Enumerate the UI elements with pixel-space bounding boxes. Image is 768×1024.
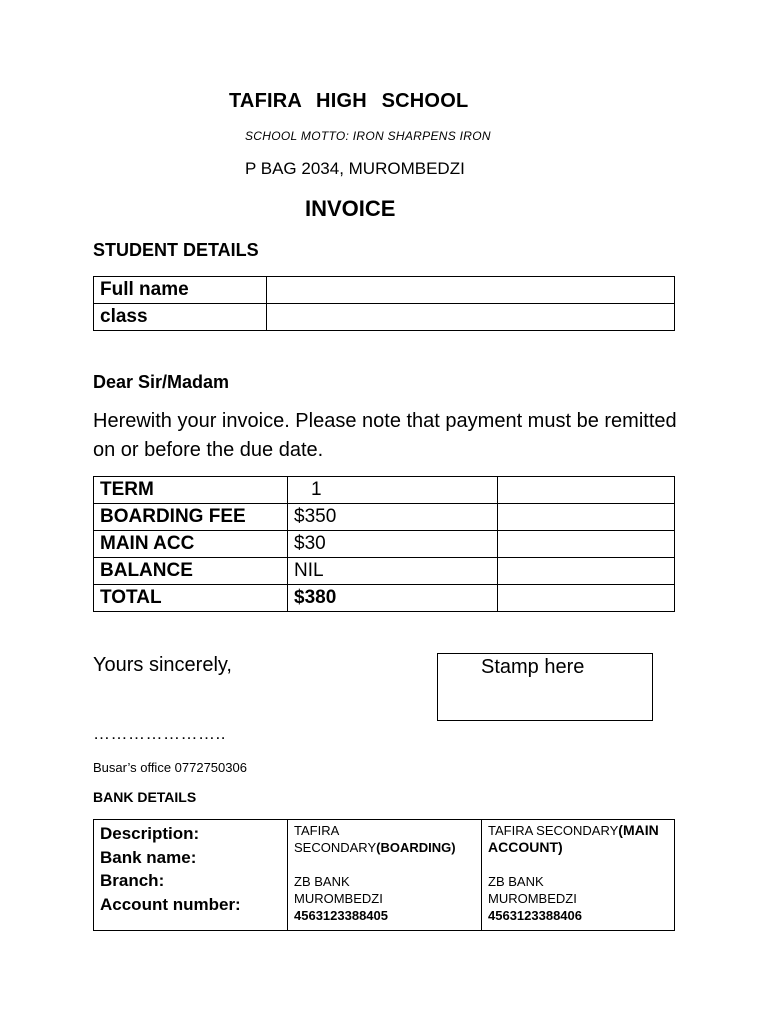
- stamp-label: Stamp here: [481, 656, 585, 678]
- fee-label: BOARDING FEE: [94, 504, 288, 531]
- table-row: [94, 304, 675, 331]
- fee-extra: [498, 558, 675, 585]
- class-label: class: [94, 304, 267, 331]
- account-description: [294, 822, 456, 856]
- table-row: [94, 820, 675, 931]
- branch-name: MUROMBEDZI: [488, 891, 577, 906]
- total-value: $380: [288, 585, 498, 612]
- account-description: [488, 822, 668, 856]
- table-row: [94, 585, 675, 612]
- class-field[interactable]: [267, 304, 675, 331]
- bank-labels-cell: [94, 820, 288, 931]
- branch-label: Branch:: [100, 871, 165, 890]
- table-row: [94, 504, 675, 531]
- description-label: Description:: [100, 824, 200, 843]
- school-motto: SCHOOL MOTTO: IRON SHARPENS IRON: [245, 129, 491, 143]
- bank-details-table: [93, 819, 675, 931]
- fee-table: [93, 476, 675, 612]
- fee-value: NIL: [288, 558, 498, 585]
- closing-text: Yours sincerely,: [93, 654, 232, 676]
- branch-name: MUROMBEDZI: [294, 891, 383, 906]
- account-number: 4563123388405: [294, 908, 388, 923]
- bank-details-heading: BANK DETAILS: [93, 789, 197, 805]
- table-row: [94, 558, 675, 585]
- bursar-contact: Busar’s office 0772750306: [93, 760, 247, 775]
- description-prefix: TAFIRA SECONDARY: [294, 823, 377, 855]
- student-details-heading: STUDENT DETAILS: [93, 240, 259, 260]
- full-name-label: Full name: [94, 277, 267, 304]
- fee-label: MAIN ACC: [94, 531, 288, 558]
- account-number: 4563123388406: [488, 908, 582, 923]
- fee-label: BALANCE: [94, 558, 288, 585]
- fee-extra: [498, 477, 675, 504]
- table-row: [94, 531, 675, 558]
- student-details-table: [93, 276, 675, 331]
- description-bold: (BOARDING): [376, 840, 456, 855]
- greeting: Dear Sir/Madam: [93, 372, 230, 392]
- invoice-title: INVOICE: [305, 196, 396, 221]
- signature-line: …………………..: [93, 724, 226, 743]
- fee-extra: [498, 504, 675, 531]
- bank-name: ZB BANK: [488, 874, 544, 889]
- total-label: TOTAL: [94, 585, 288, 612]
- account-number-label: Account number:: [100, 894, 241, 914]
- table-row: [94, 277, 675, 304]
- fee-extra: [498, 585, 675, 612]
- school-name: TAFIRA HIGH SCHOOL: [229, 90, 469, 112]
- main-account-cell: [482, 820, 675, 931]
- bank-name: ZB BANK: [294, 874, 350, 889]
- fee-extra: [498, 531, 675, 558]
- description-prefix: TAFIRA SECONDARY: [488, 823, 619, 838]
- fee-value: 1: [288, 477, 498, 504]
- intro-paragraph: Herewith your invoice. Please note that payment must be remitted on or before the due date.: [93, 410, 677, 461]
- stamp-box: [437, 653, 653, 721]
- fee-value: $30: [288, 531, 498, 558]
- fee-label: TERM: [94, 477, 288, 504]
- bank-name-label: Bank name:: [100, 847, 197, 867]
- table-row: [94, 477, 675, 504]
- school-address: P BAG 2034, MUROMBEDZI: [245, 159, 465, 178]
- description-bold: (MAIN ACCOUNT): [488, 822, 659, 855]
- boarding-account-cell: [288, 820, 482, 931]
- fee-value: $350: [288, 504, 498, 531]
- full-name-field[interactable]: [267, 277, 675, 304]
